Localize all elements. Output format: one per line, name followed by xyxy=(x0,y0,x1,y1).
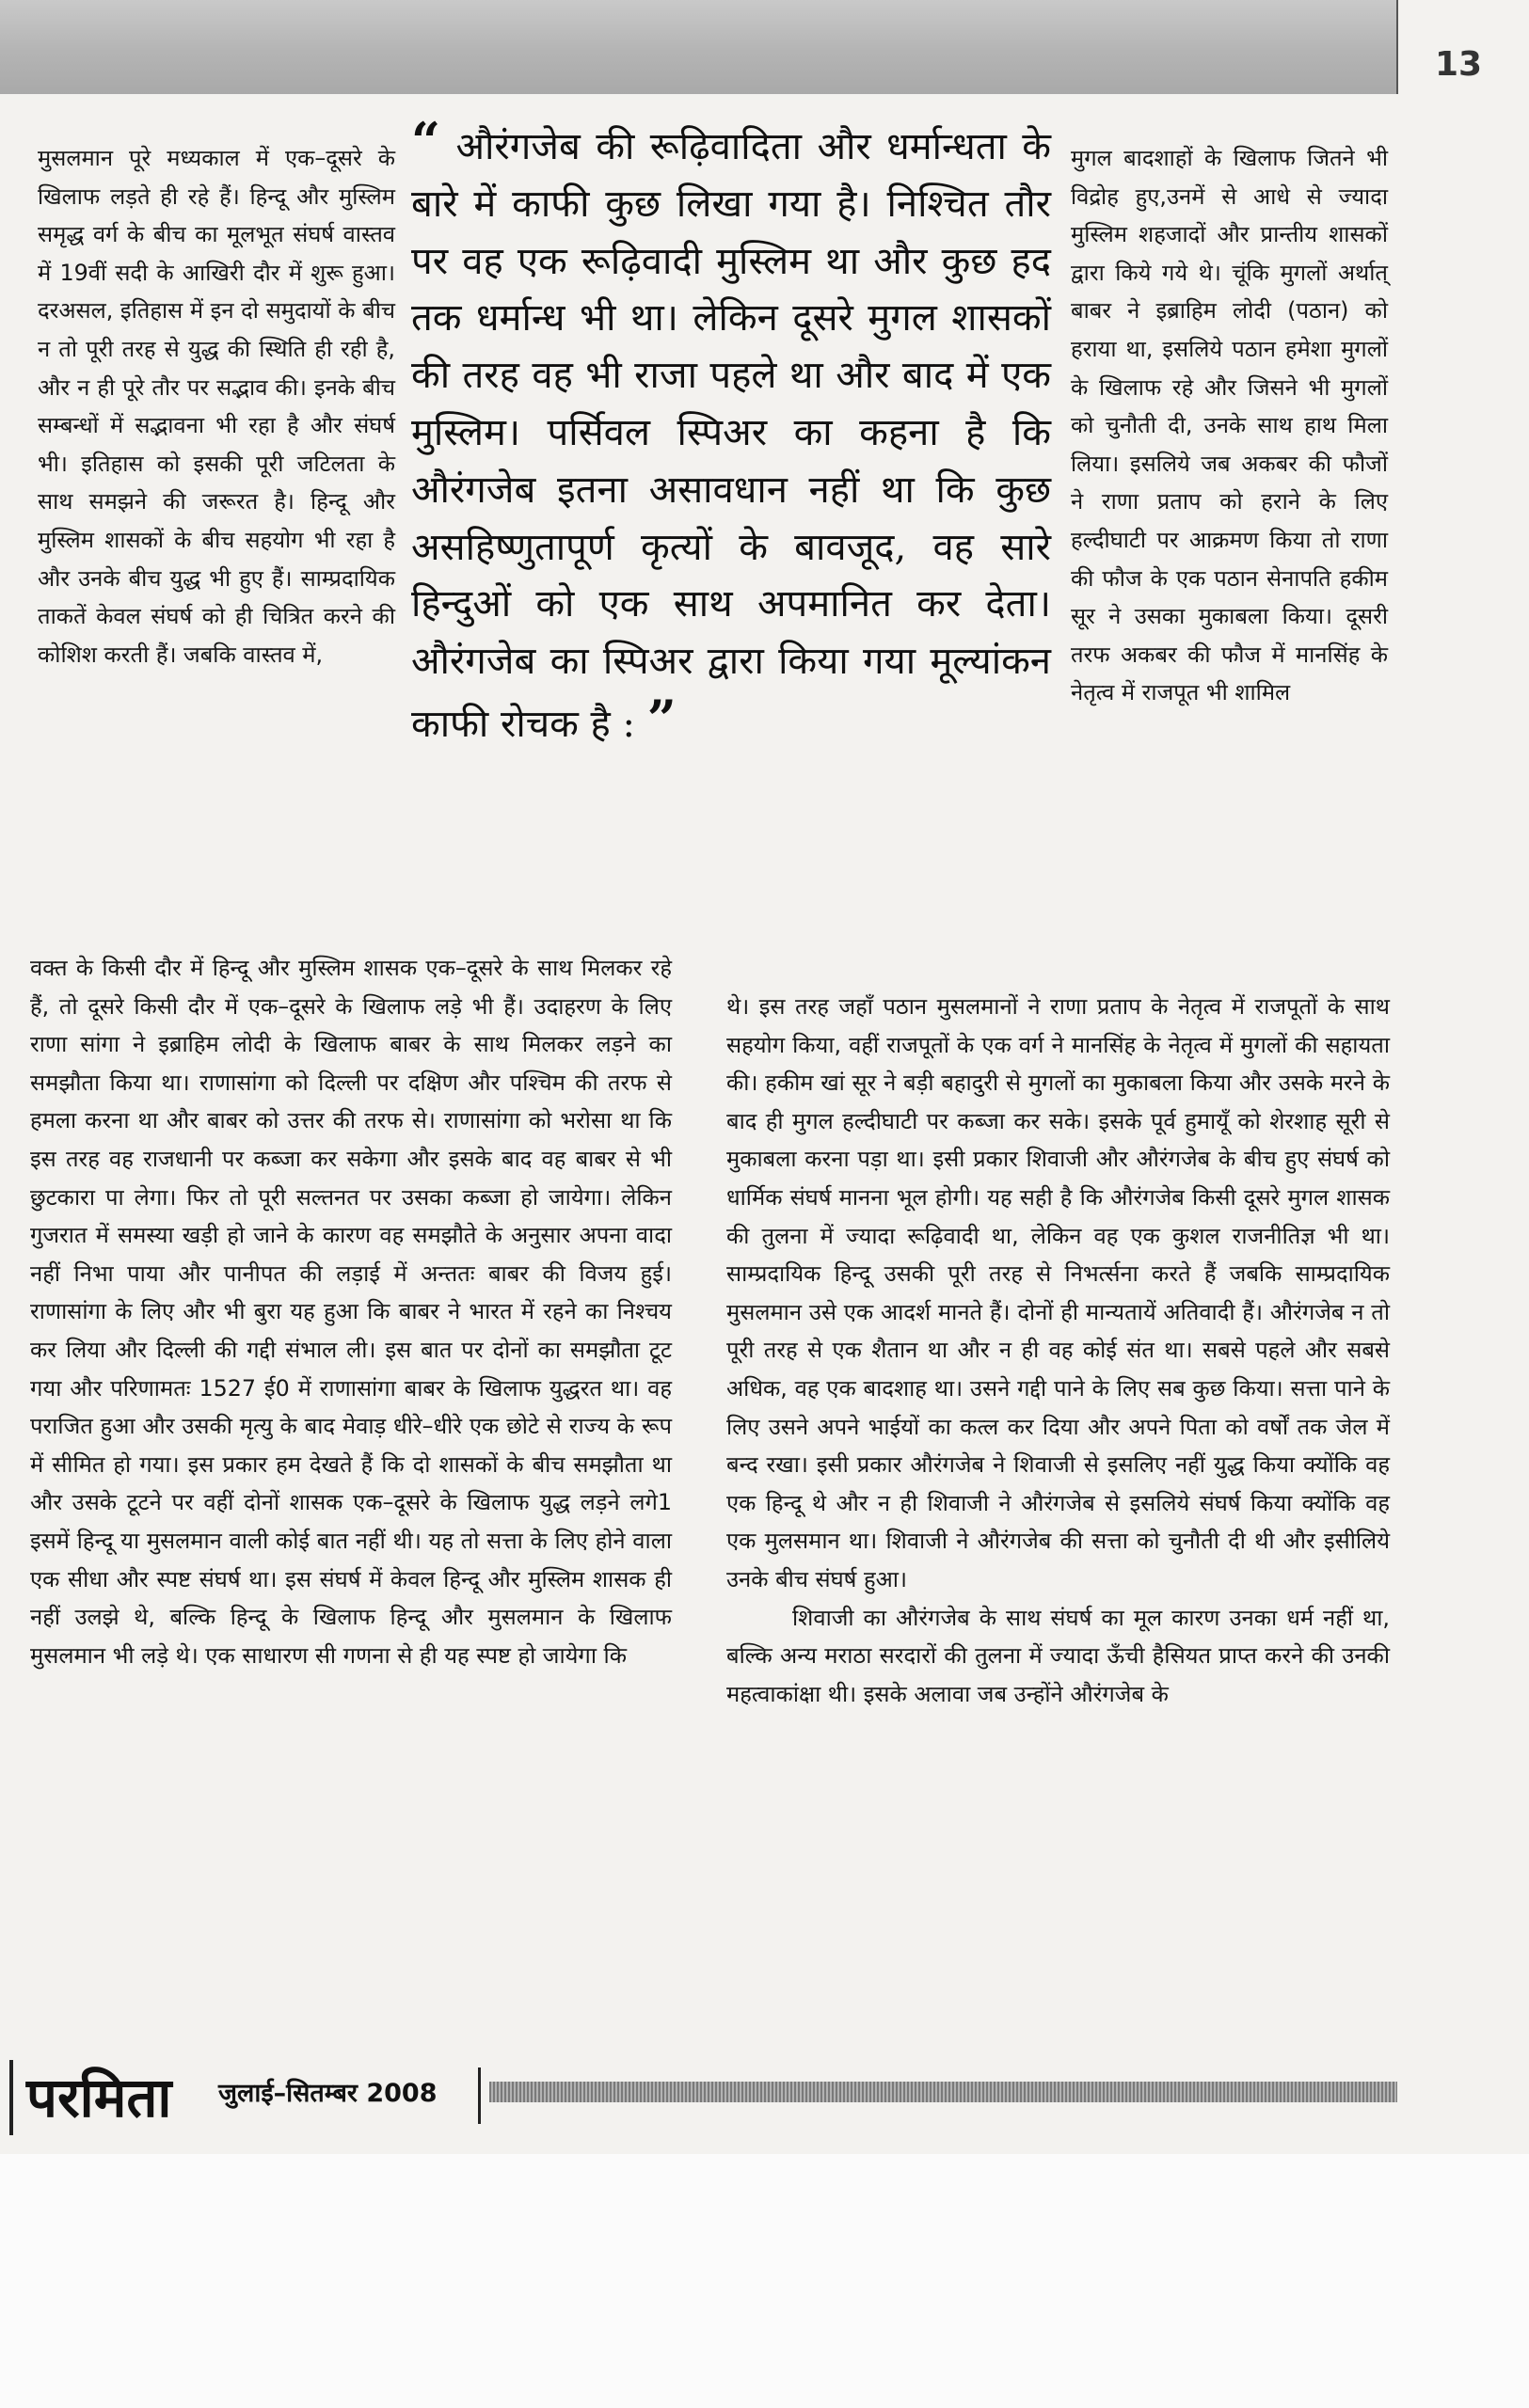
pull-quote xyxy=(411,113,1051,753)
paragraph: वक्त के किसी दौर में हिन्दू और मुस्लिम शासक एक–दूसरे के साथ मिलकर रहे हैं, तो दूसरे किसी दौर में एक–दूसरे के खिलाफ लड़े भी हैं। उदाहरण के लिए राणा सांगा ने इब्राहिम लोदी के खिलाफ बाबर के साथ मिलकर लड़ने का समझौता किया था। राणासांगा को दिल्ली पर दक्षिण और पश्चिम की तरफ से हमला करना था और बाबर को उत्तर की तरफ से। राणासांगा को भरोसा था कि इस तरह वह राजधानी पर कब्जा कर सकेगा और इसके बाद वह बाबर से भी छुटकारा पा लेगा। फिर तो पूरी सल्तनत पर उसका कब्जा हो जायेगा। लेकिन गुजरात में समस्या खड़ी हो जाने के कारण वह समझौते के अनुसार अपना वादा नहीं निभा पाया और पानीपत की लड़ाई में अन्ततः बाबर की विजय हुई। राणासांगा के लिए और भी बुरा यह हुआ कि बाबर ने भारत में रहने का निश्चय कर लिया और दिल्ली की गद्दी संभाल ली। इस बात पर दोनों का समझौता टूट गया और परिणामतः 1527 ई0 में राणासांगा बाबर के खिलाफ युद्धरत था। वह पराजित हुआ और उसकी मृत्यु के बाद मेवाड़ धीरे–धीरे एक छोटे से राज्य के रूप में सीमित हो गया। इस प्रकार हम देखते हैं कि दो शासकों के बीच समझौता था और उसके टूटने पर वहीं दोनों शासक एक–दूसरे के खिलाफ युद्ध लड़ने लगे1 इसमें हिन्दू या मुसलमान वाली कोई बात नहीं थी। यह तो सत्ता के लिए होने वाला एक सीधा और स्पष्ट संघर्ष था। इस संघर्ष में केवल हिन्दू और मुस्लिम शासक ही नहीं उलझे थे, बल्कि हिन्दू के खिलाफ हिन्दू और मुसलमान के खिलाफ मुसलमान भी लड़े थे। एक साधारण सी गणना से ही यह स्पष्ट हो जायेगा कि xyxy=(30,955,672,1669)
quote-close-mark: ” xyxy=(646,688,677,749)
paragraph: शिवाजी का औरंगजेब के साथ संघर्ष का मूल कारण उनका धर्म नहीं था, बल्कि अन्य मराठा सरदारों की तुलना में ज्यादा ऊँची हैसियत प्राप्त करने की उनकी महत्वाकांक्षा थी। इसके अलावा जब उन्होंने औरंगजेब के xyxy=(726,1604,1390,1707)
right-column-top xyxy=(1071,139,1388,712)
quote-open-mark: “ xyxy=(411,111,441,171)
footer-divider xyxy=(478,2067,481,2124)
page-header-band xyxy=(0,0,1397,94)
header-divider xyxy=(1396,0,1398,94)
scan-margin xyxy=(0,2154,1529,2408)
magazine-logo: परमिता xyxy=(9,2060,171,2135)
paragraph: मुगल बादशाहों के खिलाफ जितने भी विद्रोह हुए,उनमें से आधे से ज्यादा मुस्लिम शहजादों और प्रान्तीय शासकों द्वारा किये गये थे। चूंकि मुगलों अर्थात् बाबर ने इब्राहिम लोदी (पठान) को हराया था, इसलिये पठान हमेशा मुगलों के खिलाफ रहे और जिसने भी मुगलों को चुनौती दी, उनके साथ हाथ मिला लिया। इसलिये जब अकबर की फौजों ने राणा प्रताप को हराने के लिए हल्दीघाटी पर आक्रमण किया तो राणा की फौज के एक पठान सेनापति हकीम सूर ने उसका मुकाबला किया। दूसरी तरफ अकबर की फौज में मानसिंह के नेतृत्व में राजपूत भी शामिल xyxy=(1071,145,1388,706)
right-column-body xyxy=(726,988,1390,1713)
left-column-body xyxy=(30,949,672,1674)
paragraph: मुसलमान पूरे मध्यकाल में एक–दूसरे के खिलाफ लड़ते ही रहे हैं। हिन्दू और मुस्लिम समृद्ध वर्ग के बीच का मूलभूत संघर्ष वास्तव में 19वीं सदी के आखिरी दौर में शुरू हुआ। दरअसल, इतिहास में इन दो समुदायों के बीच न तो पूरी तरह से युद्ध की स्थिति ही रही है, और न ही पूरे तौर पर सद्भाव की। इनके बीच सम्बन्धों में सद्भावना भी रहा है और संघर्ष भी। इतिहास को इसकी पूरी जटिलता के साथ समझने की जरूरत है। हिन्दू और मुस्लिम शासकों के बीच सहयोग भी रहा है और उनके बीच युद्ध भी हुए हैं। साम्प्रदायिक ताकतें केवल संघर्ष को ही चित्रित करने की कोशिश करती हैं। जबकि वास्तव में, xyxy=(38,145,395,668)
page-number: 13 xyxy=(1435,45,1483,84)
left-column-top xyxy=(38,139,395,673)
footer-band xyxy=(489,2082,1397,2102)
paragraph: थे। इस तरह जहाँ पठान मुसलमानों ने राणा प्रताप के नेतृत्व में राजपूतों के साथ सहयोग किया, वहीं राजपूतों के एक वर्ग ने मानसिंह के नेतृत्व में मुगलों की सहायता की। हकीम खां सूर ने बड़ी बहादुरी से मुगलों का मुकाबला किया और उसके मरने के बाद ही मुगल हल्दीघाटी पर कब्जा कर सके। इसके पूर्व हुमायूँ को शेरशाह सूरी से मुकाबला करना पड़ा था। इसी प्रकार शिवाजी और औरंगजेब के बीच हुए संघर्ष को धार्मिक संघर्ष मानना भूल होगी। यह सही है कि औरंगजेब किसी दूसरे मुगल शासक की तुलना में ज्यादा रूढ़िवादी था, लेकिन वह एक कुशल राजनीतिज्ञ भी था। साम्प्रदायिक हिन्दू उसकी पूरी तरह से निभर्त्सना करते हैं जबकि साम्प्रदायिक मुसलमान उसे एक आदर्श मानते हैं। दोनों ही मान्यतायें अतिवादी हैं। औरंगजेब न तो पूरी तरह से एक शैतान था और न ही वह कोई संत था। सबसे पहले और सबसे अधिक, वह एक बादशाह था। उसने गद्दी पाने के लिए सब कुछ किया। सत्ता पाने के लिए उसने अपने भाईयों का कत्ल कर दिया और अपने पिता को वर्षों तक जेल में बन्द रखा। इसी प्रकार औरंगजेब ने शिवाजी से इसलिए नहीं युद्ध किया क्योंकि वह एक हिन्दू थे और न ही शिवाजी ने औरंगजेब से इसलिये संघर्ष किया क्योंकि वह एक मुलसमान था। शिवाजी ने औरंगजेब की सत्ता को चुनौती दी थी और इसीलिये उनके बीच संघर्ष हुआ। xyxy=(726,993,1390,1592)
pull-quote-text: औरंगजेब की रूढ़िवादिता और धर्मान्धता के बारे में काफी कुछ लिखा गया है। निश्चित तौर पर वह एक रूढ़िवादी मुस्लिम था और कुछ हद तक धर्मान्ध भी था। लेकिन दूसरे मुगल शासकों की तरह वह भी राजा पहले था और बाद में एक मुस्लिम। पर्सिवल स्पिअर का कहना है कि औरंगजेब इतना असावधान नहीं था कि कुछ असहिष्णुतापूर्ण कृत्यों के बावजूद, वह सारे हिन्दुओं को एक साथ अपमानित कर देता। औरंगजेब का स्पिअर द्वारा किया गया मूल्यांकन काफी रोचक है : xyxy=(411,125,1052,746)
issue-date: जुलाई–सितम्बर 2008 xyxy=(218,2079,438,2108)
